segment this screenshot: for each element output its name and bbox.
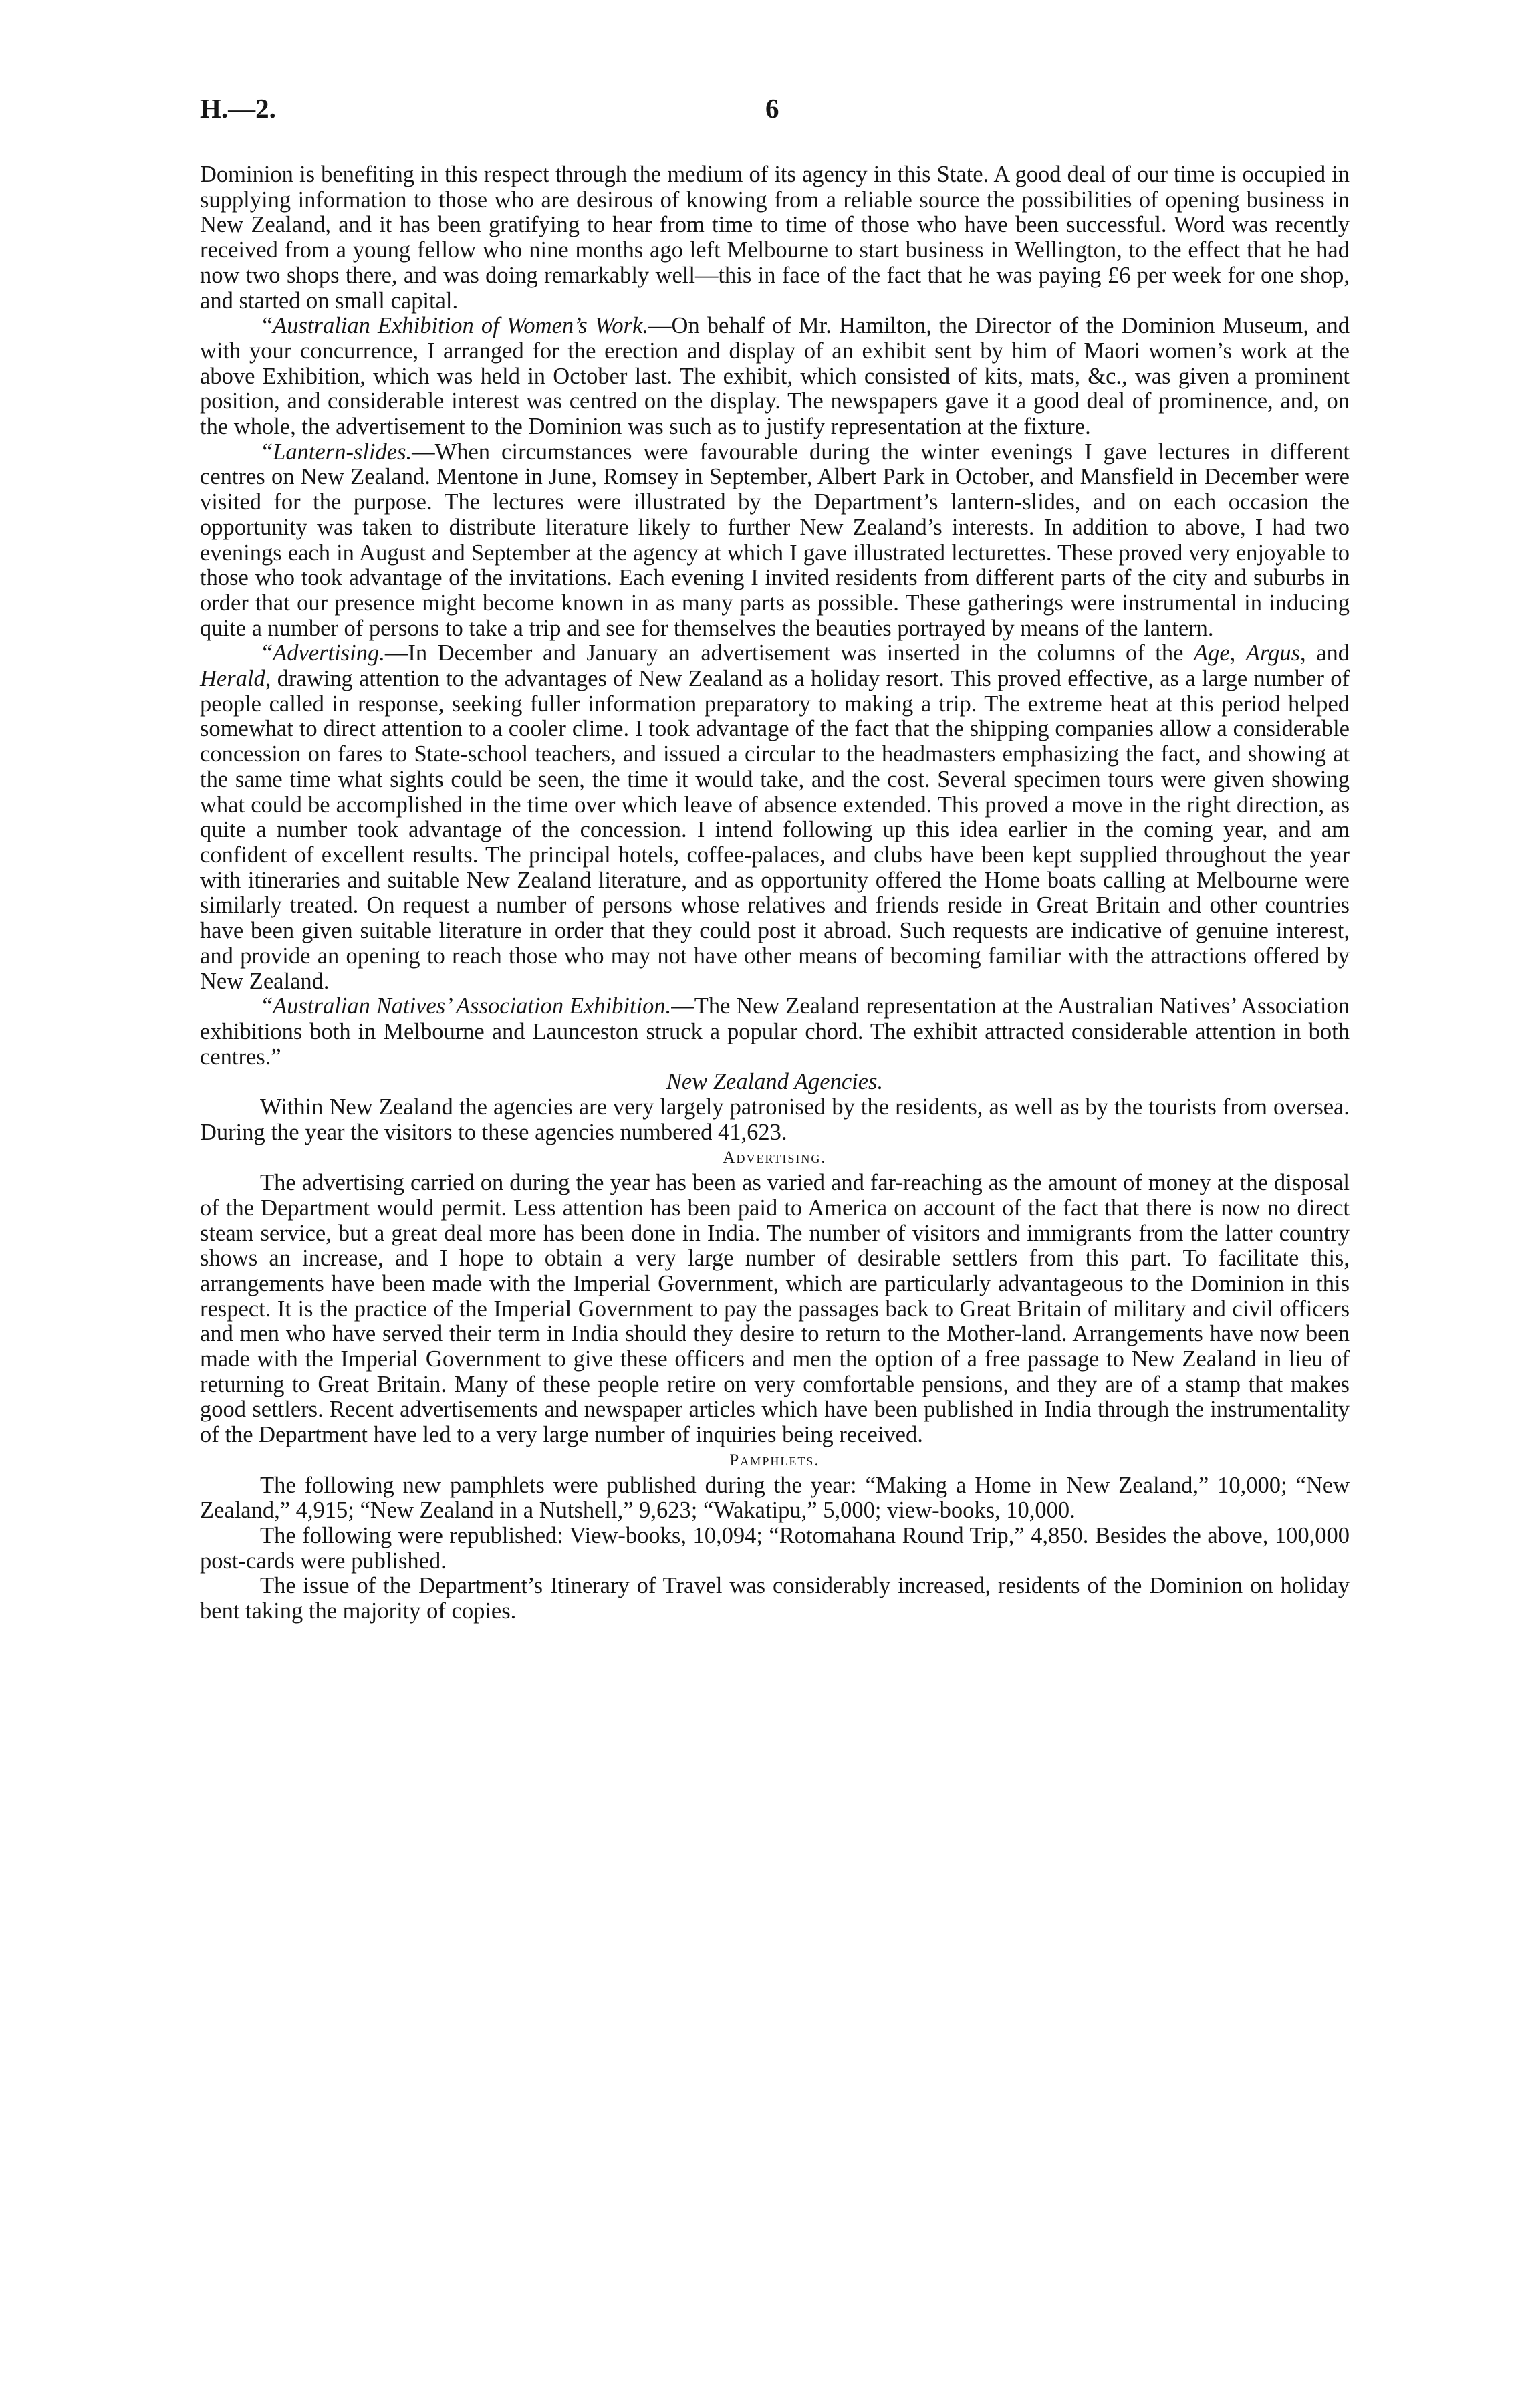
advertising-victoria-heading: “Advertising. [260, 640, 385, 667]
separator: , and [1300, 640, 1350, 667]
natives-exhibition-paragraph [200, 994, 1350, 1070]
advertising-victoria-body-end: , drawing attention to the advantages of New Zealand as a holiday resort. This proved effective, as a large number of people called in response, seeking fuller information preparatory to making a trip. The extreme heat at this period helped somewhat to direct attention to a cooler clime. I took advantage of the fact that the shipping companies allow a considerable concession on fares to State-school teachers, and issued a circular to the headmasters emphasizing the fact, and showing at the same time what sights could be seen, the time it would take, and the cost. Several specimen tours were given showing what could be accomplished in the time over which leave of absence extended. This proved a move in the right direction, as quite a number took advantage of the concession. I intend following up this idea earlier in the coming year, and am confident of excellent results. The principal hotels, coffee-palaces, and clubs have been kept supplied throughout the year with itineraries and suitable New Zealand literature, and as opportunity offered the Home boats calling at Melbourne were similarly treated. On request a number of persons whose relatives and friends reside in Great Britain and other countries have been given suitable literature in order that they could post it abroad. Such requests are indicative of genuine interest, and provide an opening to reach those who may not have other means of becoming familiar with the attractions offered by New Zealand. [200, 666, 1350, 994]
section-heading-nz-agencies [200, 1070, 1350, 1095]
natives-exhibition-body: —The New Zealand representation at the Australian Natives’ Association exhibitions both in Melbourne and Launceston struck a popular chord. The exhibit attracted considerable attention in both centres.” [200, 993, 1350, 1070]
newspaper-herald: Herald [200, 666, 265, 692]
page-number: 6 [765, 93, 779, 124]
body-text [200, 162, 1350, 1624]
document-reference: H.—2. [200, 93, 276, 124]
womens-work-heading: “Australian Exhibition of Women’s Work. [260, 313, 648, 339]
newspaper-age: Age [1194, 640, 1230, 667]
lantern-slides-heading: “Lantern-slides. [260, 439, 412, 465]
pamphlets-paragraph-2: The following were republished: View-books, 10,094; “Rotomahana Round Trip,” 4,850. Besides the above, 100,000 post-cards were published. [200, 1522, 1350, 1574]
nz-agencies-heading-text: New Zealand Agencies. [666, 1069, 884, 1095]
intro-paragraph: Dominion is benefiting in this respect through the medium of its agency in this State. A good deal of our time is occupied in supplying information to those who are desirous of knowing from a reliable source the possibilities of opening business in New Zealand, and it has been gratifying to hear from time to time of those who have been successful. Word was recently received from a young fellow who nine months ago left Melbourne to start business in Wellington, to the effect that he had now two shops there, and was doing remarkably well—this in face of the fact that he was paying £6 per week for one shop, and started on small capital. [200, 162, 1350, 314]
advertising-victoria-paragraph [200, 641, 1350, 994]
natives-exhibition-heading: “Australian Natives’ Association Exhibition. [260, 993, 672, 1019]
section-heading-advertising: Advertising. [723, 1149, 827, 1167]
newspaper-argus: Argus [1245, 640, 1300, 667]
advertising-paragraph: The advertising carried on during the year has been as varied and far-reaching as the amount of money at the disposal of the Department would permit. Less attention has been paid to America on account of the fact that there is now no direct steam service, but a great deal more has been done in India. The number of visitors and immigrants from the latter country shows an increase, and I hope to obtain a very large number of desirable settlers from this part. To facilitate this, arrangements have been made with the Imperial Government, which are particularly advantageous to the Dominion in this respect. It is the practice of the Imperial Government to pay the passages back to Great Britain of military and civil officers and men who have served their term in India should they desire to return to the Mother-land. Arrangements have now been made with the Imperial Government to give these officers and men the option of a free passage to New Zealand in lieu of returning to Great Britain. Many of these people retire on very comfortable pensions, and they are of a stamp that makes good settlers. Recent advertisements and newspaper articles which have been published in India through the instrumentality of the Department have led to a very large number of inquiries being received. [200, 1170, 1350, 1448]
section-heading-pamphlets: Pamphlets. [729, 1451, 820, 1469]
pamphlets-paragraph-1: The following new pamphlets were published during the year: “Making a Home in New Zealand,” 10,000; “New Zealand,” 4,915; “New Zealand in a Nutshell,” 9,623; “Wakatipu,” 5,000; view-books, 10,000. [200, 1472, 1350, 1524]
advertising-victoria-body-start: —In December and January an advertisement was inserted in the columns of the [384, 640, 1194, 667]
pamphlets-paragraph-3: The issue of the Department’s Itinerary of Travel was considerably increased, residents of the Dominion on holiday bent taking the majority of copies. [200, 1573, 1350, 1624]
lantern-slides-body: —When circumstances were favourable during the winter evenings I gave lectures in different centres on New Zealand. Mentone in June, Romsey in September, Albert Park in October, and Mansfield in December were visited for the purpose. The lectures were illustrated by the Department’s lantern-slides, and on each occasion the opportunity was taken to distribute literature likely to further New Zealand’s interests. In addition to above, I had two evenings each in August and September at the agency at which I gave illustrated lecturettes. These proved very enjoyable to those who took advantage of the invitations. Each evening I invited residents from different parts of the city and suburbs in order that our presence might become known in as many parts as possible. These gatherings were instrumental in inducing quite a number of persons to take a trip and see for themselves the beauties portrayed by means of the lantern. [200, 439, 1350, 641]
womens-work-body: —On behalf of Mr. Hamilton, the Director of the Dominion Museum, and with your concurrence, I arranged for the erection and display of an exhibit sent by him of Maori women’s work at the above Exhibition, which was held in October last. The exhibit, which consisted of kits, mats, &c., was given a prominent position, and considerable interest was centred on the display. The newspapers gave it a good deal of prominence, and, on the whole, the advertisement to the Dominion was such as to justify representation at the fixture. [200, 313, 1350, 440]
page-header [200, 92, 1350, 132]
lantern-slides-paragraph [200, 440, 1350, 642]
nz-agencies-paragraph: Within New Zealand the agencies are very largely patronised by the residents, as well as by the tourists from oversea. During the year the visitors to these agencies numbered 41,623. [200, 1094, 1350, 1145]
separator: , [1229, 640, 1246, 667]
womens-work-paragraph [200, 314, 1350, 440]
